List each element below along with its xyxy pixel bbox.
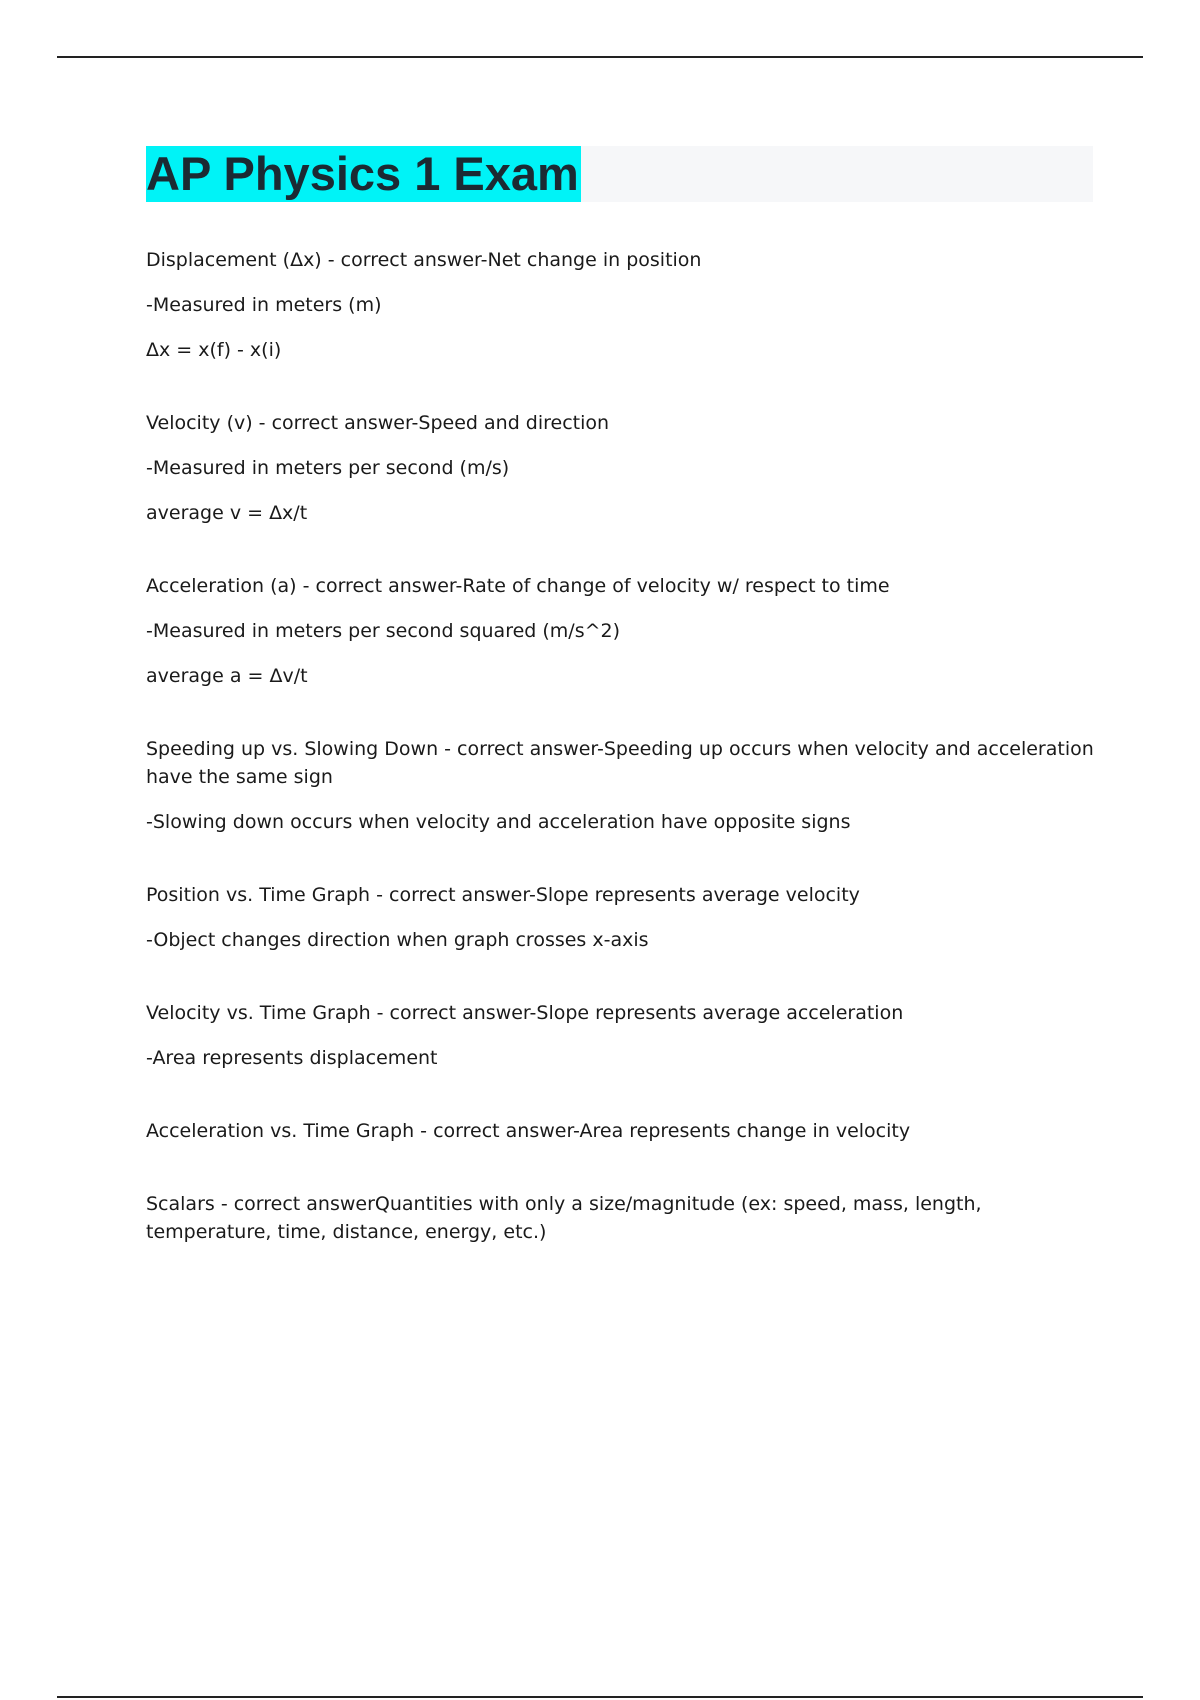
entry-line: average a = Δv/t xyxy=(146,665,308,687)
entry-line: Scalars - correct answerQuantities with only a size/magnitude (ex: speed, mass, length, temperature, time, distance, energy, etc.) xyxy=(146,1193,982,1243)
entry-line: Acceleration (a) - correct answer-Rate of change of velocity w/ respect to time xyxy=(146,575,890,597)
entry-line: Position vs. Time Graph - correct answer-Slope represents average velocity xyxy=(146,884,860,906)
entry-line: Velocity (v) - correct answer-Speed and direction xyxy=(146,412,610,434)
entry-acceleration xyxy=(146,572,1096,690)
entry-line: Displacement (Δx) - correct answer-Net change in position xyxy=(146,249,702,271)
entry-line: Speeding up vs. Slowing Down - correct answer-Speeding up occurs when velocity and acceleration have the same sign xyxy=(146,738,1094,788)
entry-scalars xyxy=(146,1190,1096,1246)
entry-displacement xyxy=(146,246,1096,364)
entry-line: -Measured in meters (m) xyxy=(146,294,382,316)
top-divider xyxy=(57,56,1143,58)
entry-line: -Slowing down occurs when velocity and acceleration have opposite signs xyxy=(146,811,851,833)
entry-line: -Area represents displacement xyxy=(146,1047,438,1069)
entry-velocity xyxy=(146,409,1096,527)
entry-acceleration-time-graph xyxy=(146,1117,1096,1145)
entry-line: -Measured in meters per second (m/s) xyxy=(146,457,510,479)
entry-velocity-time-graph xyxy=(146,999,1096,1072)
entry-line: -Measured in meters per second squared (m/s^2) xyxy=(146,620,621,642)
entry-line: Δx = x(f) - x(i) xyxy=(146,339,282,361)
entry-speeding-slowing xyxy=(146,735,1096,836)
entry-line: Velocity vs. Time Graph - correct answer-Slope represents average acceleration xyxy=(146,1002,904,1024)
entry-position-time-graph xyxy=(146,881,1096,954)
document-body xyxy=(146,246,1096,1291)
entry-line: -Object changes direction when graph crosses x-axis xyxy=(146,929,649,951)
entry-line: Acceleration vs. Time Graph - correct answer-Area represents change in velocity xyxy=(146,1120,911,1142)
bottom-divider xyxy=(57,1696,1143,1698)
entry-line: average v = Δx/t xyxy=(146,502,308,524)
page-title: AP Physics 1 Exam xyxy=(146,147,579,200)
